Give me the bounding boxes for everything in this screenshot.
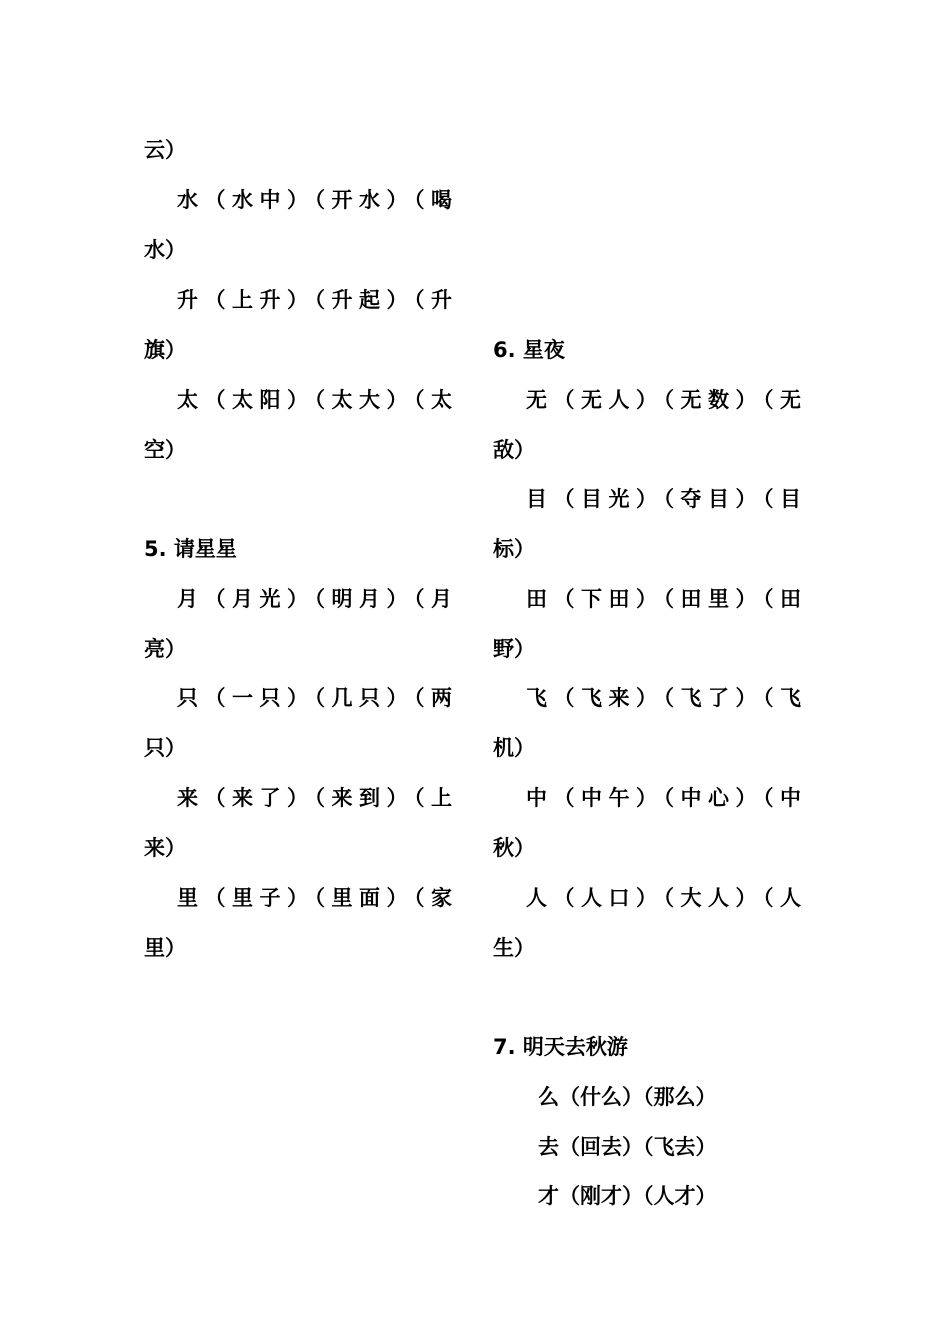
word-entry-line: 无（无人）（无数）（无 <box>526 387 808 412</box>
word-entry-line: 中（中午）（中心）（中 <box>526 785 808 810</box>
word-entry-continuation: 生） <box>493 935 535 960</box>
word-entry-continuation: 旗） <box>144 337 186 362</box>
word-entry-continuation: 秋） <box>493 835 535 860</box>
section-heading-7: 7. 明天去秋游 <box>493 1035 628 1059</box>
word-entry-line: 么（什么）（那么） <box>538 1084 717 1109</box>
word-entry-line: 人（人口）（大人）（人 <box>526 885 808 910</box>
word-entry-continuation: 机） <box>493 735 535 760</box>
word-entry-continuation: 水） <box>144 237 186 262</box>
word-entry-line: 里（里子）（里面）（家 <box>177 885 459 910</box>
word-entry-line: 田（下田）（田里）（田 <box>526 586 808 611</box>
word-entry-line: 水（水中）（开水）（喝 <box>177 187 459 212</box>
word-entry-line: 太（太阳）（太大）（太 <box>177 387 459 412</box>
word-entry-line: 只（一只）（几只）（两 <box>177 685 459 710</box>
word-entry-line: 去（回去）（飞去） <box>538 1134 717 1159</box>
section-heading-5: 5. 请星星 <box>144 537 237 561</box>
word-entry-line: 月（月光）（明月）（月 <box>177 586 459 611</box>
continued-text: 云） <box>144 137 186 162</box>
word-entry-line: 升（上升）（升起）（升 <box>177 287 459 312</box>
word-entry-continuation: 敌） <box>493 437 535 462</box>
word-entry-line: 来（来了）（来到）（上 <box>177 785 459 810</box>
word-entry-continuation: 来） <box>144 835 186 860</box>
word-entry-continuation: 野） <box>493 636 535 661</box>
word-entry-continuation: 亮） <box>144 636 186 661</box>
word-entry-line: 飞（飞来）（飞了）（飞 <box>526 685 808 710</box>
word-entry-line: 目（目光）（夺目）（目 <box>526 486 808 511</box>
section-heading-6: 6. 星夜 <box>493 338 565 362</box>
word-entry-line: 才（刚才）（人才） <box>538 1183 717 1208</box>
word-entry-continuation: 空） <box>144 437 186 462</box>
word-entry-continuation: 标） <box>493 536 535 561</box>
word-entry-continuation: 里） <box>144 935 186 960</box>
word-entry-continuation: 只） <box>144 735 186 760</box>
